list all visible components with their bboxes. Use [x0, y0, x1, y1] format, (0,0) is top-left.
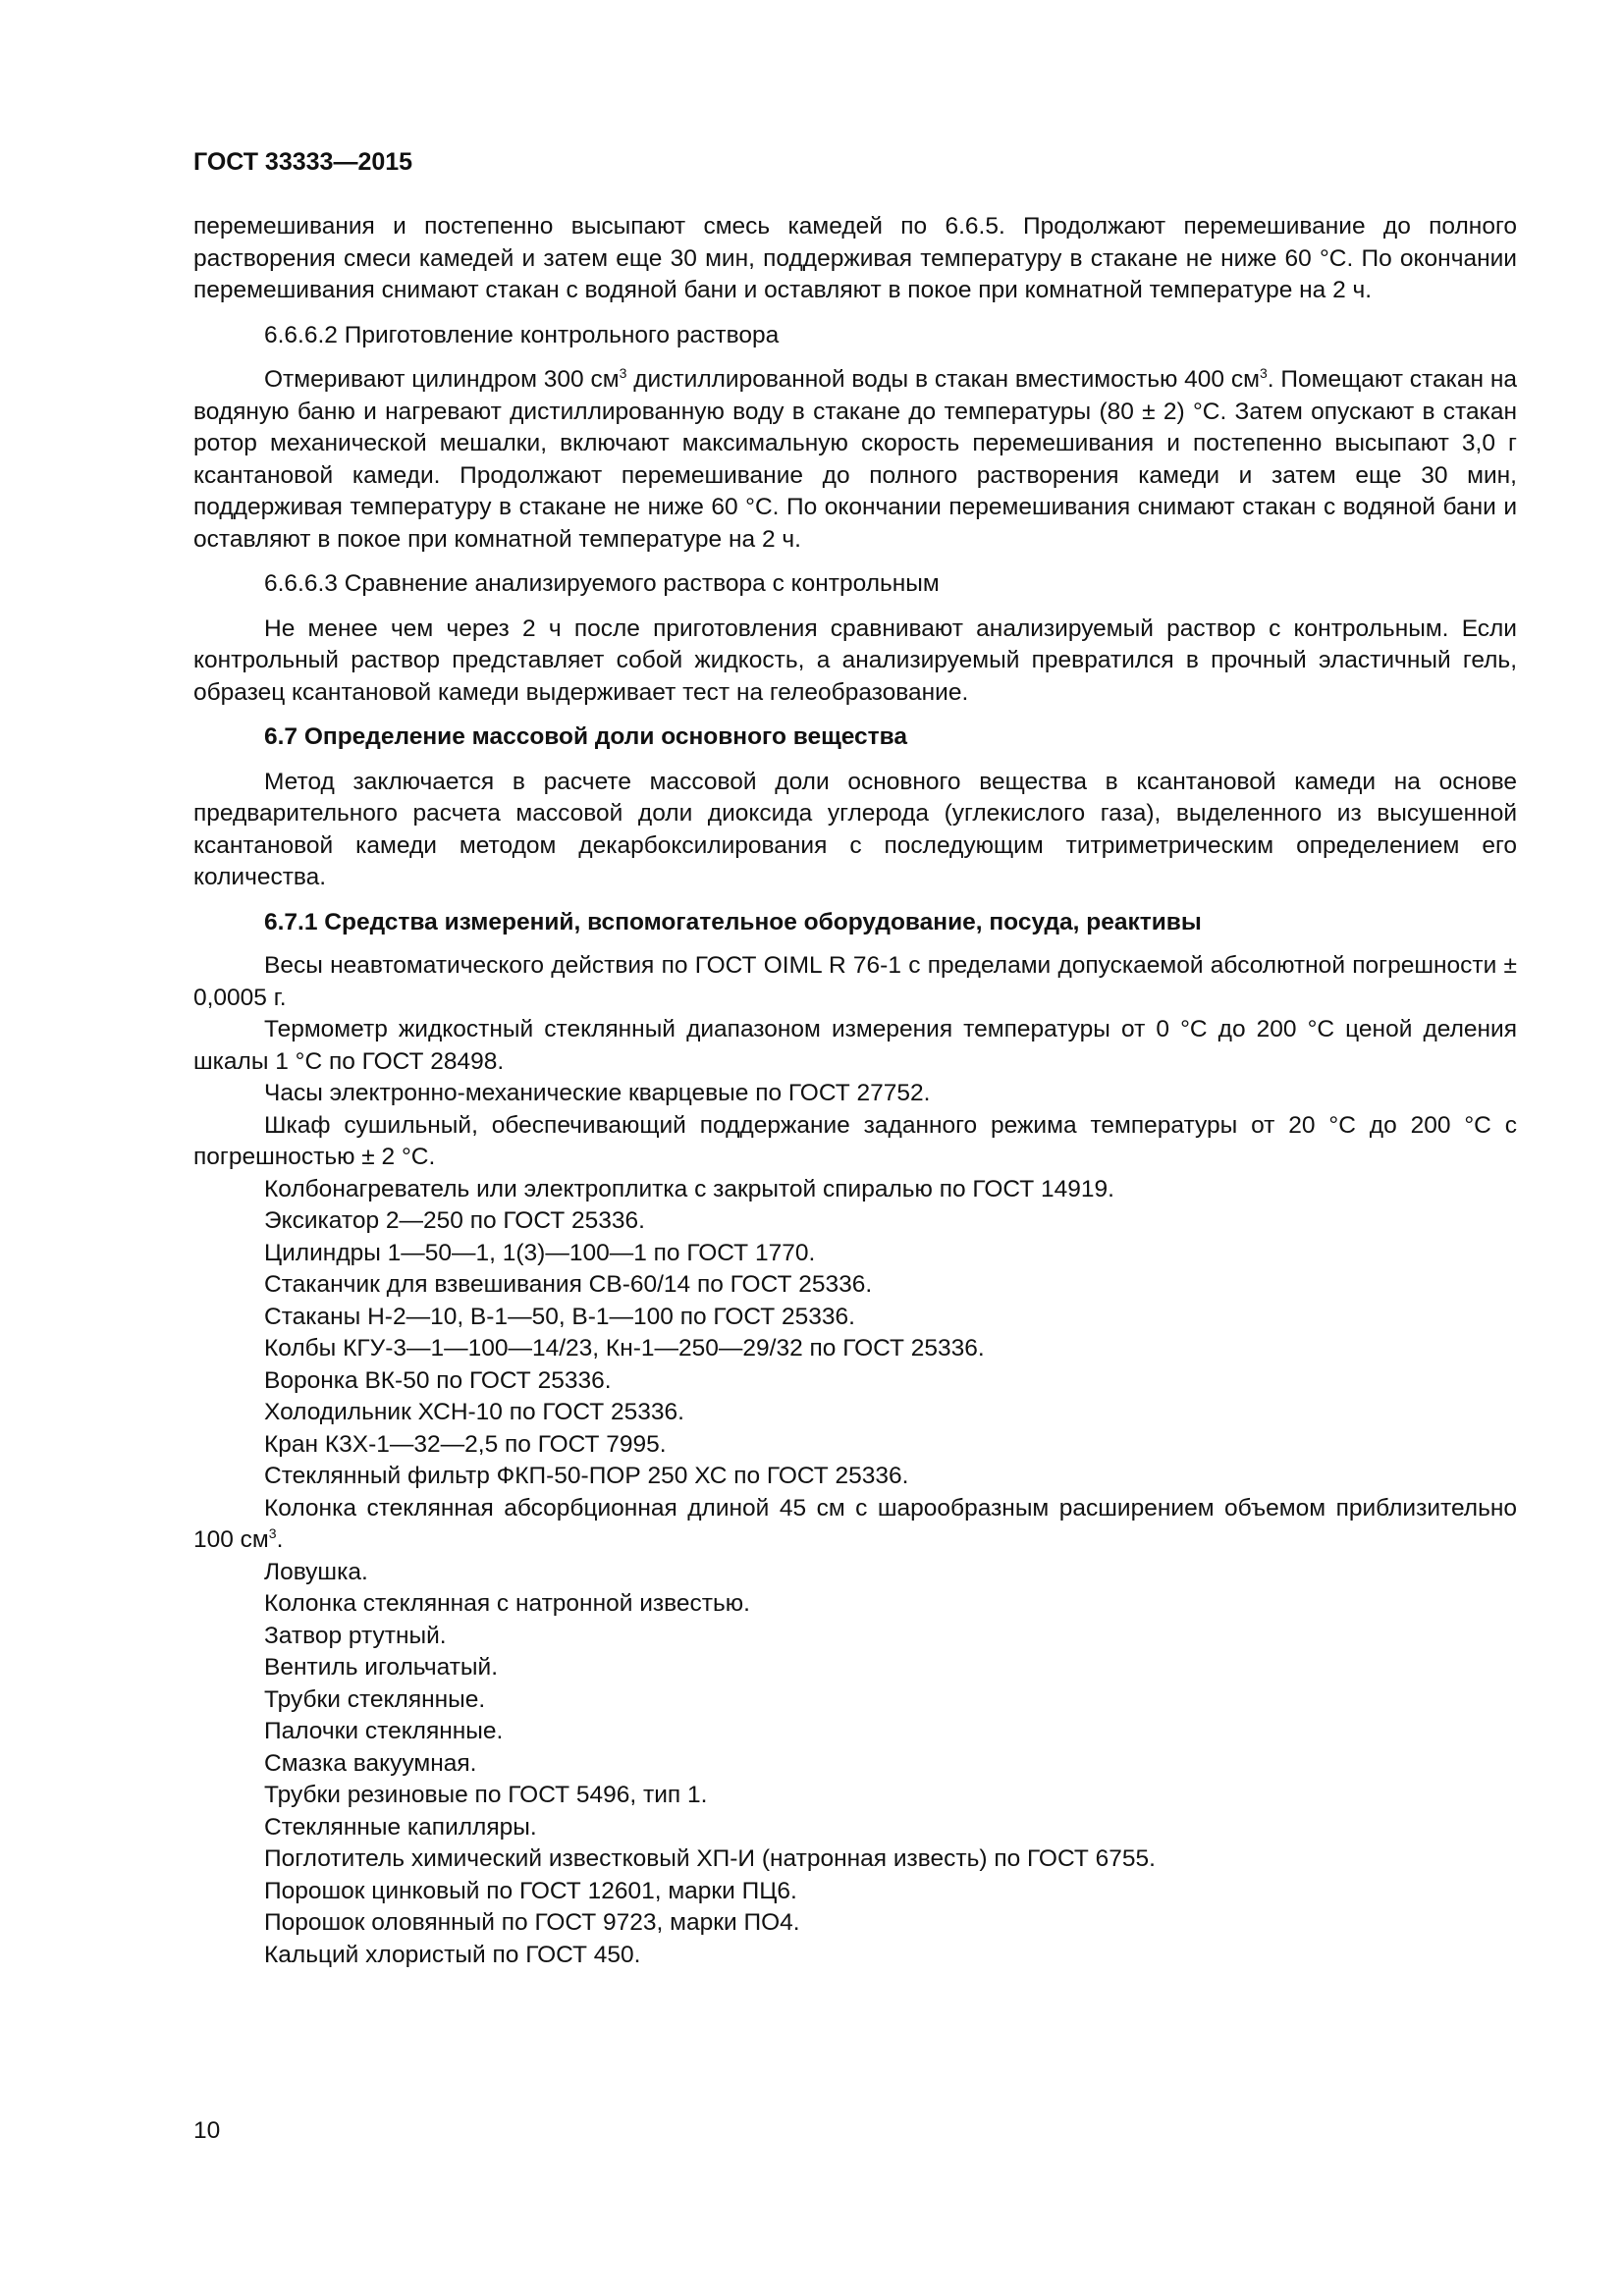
subsection-heading-6663: 6.6.6.3 Сравнение анализируемого раствора с контрольным [264, 570, 940, 597]
list-item: Кран К3Х-1—32—2,5 по ГОСТ 7995. [264, 1430, 667, 1458]
list-item: Шкаф сушильный, обеспечивающий поддержание заданного режима температуры от 20 °С до 200 °С с погрешностью ± 2 °С. [193, 1111, 1517, 1170]
list-item: Стеклянные капилляры. [264, 1813, 537, 1841]
list-item: Часы электронно-механические кварцевые по ГОСТ 27752. [264, 1080, 931, 1106]
equipment-list [193, 950, 1517, 1971]
list-item: Колбы КГУ-3—1—100—14/23, Кн-1—250—29/32 по ГОСТ 25336. [264, 1335, 985, 1362]
list-item: Порошок оловянный по ГОСТ 9723, марки ПО4. [264, 1909, 800, 1936]
list-item: Весы неавтоматического действия по ГОСТ OIML R 76-1 с пределами допускаемой абсолютной погрешности ± 0,0005 г. [193, 952, 1517, 1011]
paragraph-comparison: Не менее чем через 2 ч после приготовления сравнивают анализируемый раствор с контрольным. Если контрольный раствор представляет собой жидкость, а анализируемый превратился в прочный эластичный гель, образец ксантановой камеди выдерживает тест на гелеобразование. [193, 614, 1517, 706]
list-item: Смазка вакуумная. [264, 1749, 477, 1777]
list-item: Холодильник ХСН-10 по ГОСТ 25336. [264, 1399, 684, 1425]
list-item: Кальций хлористый по ГОСТ 450. [264, 1941, 641, 1968]
list-item: Эксикатор 2—250 по ГОСТ 25336. [264, 1207, 645, 1234]
list-item: Ловушка. [264, 1558, 368, 1585]
list-item: Колонка стеклянная абсорбционная длиной 45 см с шарообразным расширением объемом приблизительно 100 $см^3$. [193, 1494, 1517, 1553]
list-item: Трубки резиновые по ГОСТ 5496, тип 1. [264, 1782, 708, 1808]
document-page [193, 147, 1517, 1971]
list-item: Затвор ртутный. [264, 1622, 447, 1649]
list-item: Стаканы Н-2—10, В-1—50, В-1—100 по ГОСТ 25336. [264, 1303, 855, 1330]
document-header: ГОСТ 33333—2015 [193, 148, 413, 176]
paragraph-control-solution: Отмеривают цилиндром 300 $см^3$ дистиллированной воды в стакан вместимостью 400 $см^3$. Помещают стакан на водяную баню и нагревают дистиллированную воду в стакане до температуры (80 ± 2) °С. Затем опускают в стакан ротор механической мешалки, включают максимальную скорость перемешивания и постепенно высыпают 3,0 г ксантановой камеди. Продолжают перемешивание до полного растворения камеди и затем еще 30 мин, поддерживая температуру в стакане не ниже 60 °С. По окончании перемешивания снимают стакан с водяной бани и оставляют в покое при комнатной температуре на 2 ч. [193, 364, 1517, 553]
list-item: Палочки стеклянные. [264, 1718, 504, 1744]
subsection-heading-6662: 6.6.6.2 Приготовление контрольного раствора [264, 321, 780, 348]
list-item: Воронка ВК-50 по ГОСТ 25336. [264, 1366, 612, 1394]
list-item: Колбонагреватель или электроплитка с закрытой спиралью по ГОСТ 14919. [264, 1175, 1114, 1202]
list-item: Цилиндры 1—50—1, 1(3)—100—1 по ГОСТ 1770. [264, 1239, 816, 1266]
paragraph-continuation: перемешивания и постепенно высыпают смесь камедей по 6.6.5. Продолжают перемешивание до полного растворения смеси камедей и затем еще 30 мин, поддерживая температуру в стакане не ниже 60 °С. По окончании перемешивания снимают стакан с водяной бани и оставляют в покое при комнатной температуре на 2 ч. [193, 213, 1517, 303]
section-heading-67: 6.7 Определение массовой доли основного вещества [264, 723, 908, 750]
page-number: 10 [193, 2117, 221, 2144]
section-heading-671: 6.7.1 Средства измерений, вспомогательное оборудование, посуда, реактивы [264, 908, 1202, 935]
list-item: Вентиль игольчатый. [264, 1654, 499, 1681]
list-item: Стеклянный фильтр ФКП-50-ПОР 250 ХС по ГОСТ 25336. [264, 1463, 909, 1489]
list-item: Колонка стеклянная с натронной известью. [264, 1590, 750, 1617]
list-item: Поглотитель химический известковый ХП-И (натронная известь) по ГОСТ 6755. [264, 1845, 1156, 1872]
list-item: Трубки стеклянные. [264, 1685, 486, 1713]
list-item: Стаканчик для взвешивания СВ-60/14 по ГОСТ 25336. [264, 1271, 873, 1298]
list-item: Порошок цинковый по ГОСТ 12601, марки ПЦ6. [264, 1877, 797, 1904]
list-item: Термометр жидкостный стеклянный диапазоном измерения температуры от 0 °С до 200 °С ценой деления шкалы 1 °С по ГОСТ 28498. [193, 1016, 1517, 1075]
paragraph-method: Метод заключается в расчете массовой доли основного вещества в ксантановой камеди на основе предварительного расчета массовой доли диоксида углерода (углекислого газа), выделенного из высушенной ксантановой камеди методом декарбоксилирования с последующим титриметрическим определением его количества. [193, 768, 1517, 890]
